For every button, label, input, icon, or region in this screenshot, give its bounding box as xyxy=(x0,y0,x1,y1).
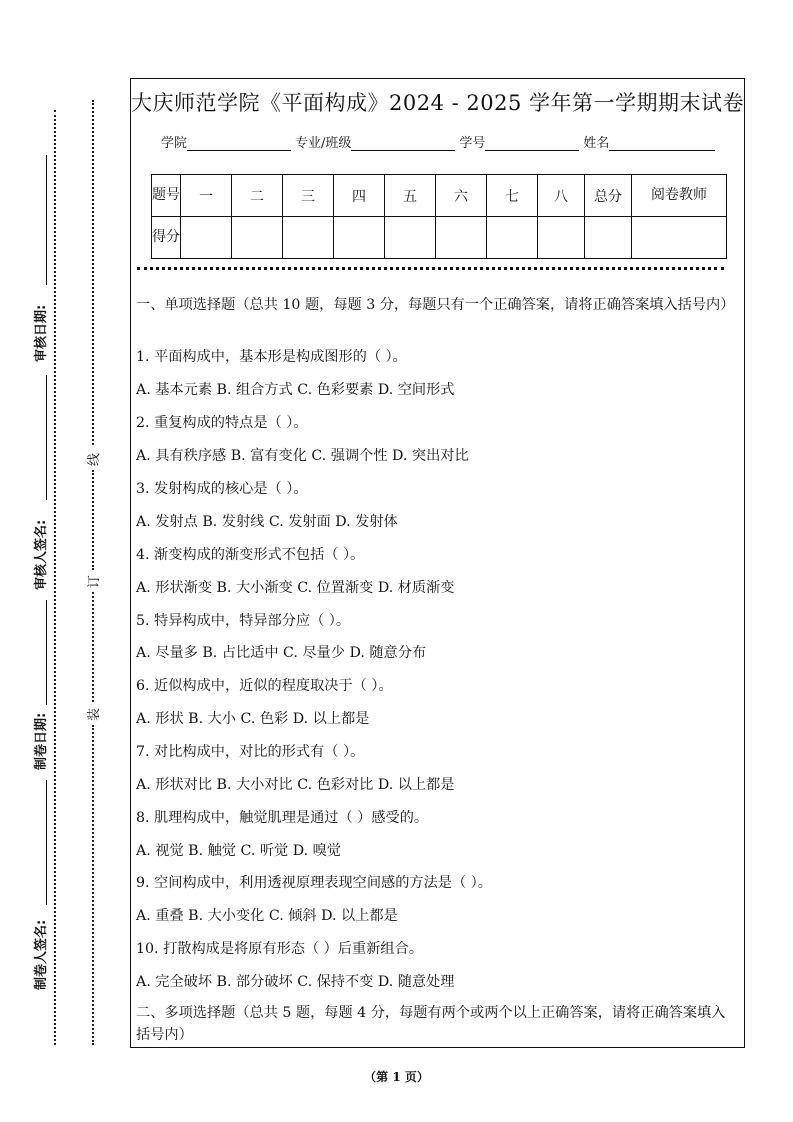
question-10: 10. 打散构成是将原有形态（ ）后重新组合。 xyxy=(136,941,423,957)
score-col-7: 七 xyxy=(487,175,538,217)
score-row1-head: 题号 xyxy=(152,175,181,217)
question-8: 8. 肌理构成中，触觉肌理是通过（ ）感受的。 xyxy=(136,810,429,826)
question-1: 1. 平面构成中，基本形是构成图形的（ ）。 xyxy=(136,349,407,365)
make-date-line xyxy=(46,600,47,705)
field-major-blank[interactable] xyxy=(351,136,455,151)
score-cell[interactable] xyxy=(334,217,385,259)
options-10: A. 完全破坏 B. 部分破坏 C. 保持不变 D. 随意处理 xyxy=(136,974,455,990)
reviewer-sign-line xyxy=(46,375,47,500)
score-cell[interactable] xyxy=(487,217,538,259)
binding-char-zhuang: 装 xyxy=(87,707,103,722)
binding-dotted-line-3 xyxy=(92,592,94,702)
score-col-5: 五 xyxy=(385,175,436,217)
field-name-blank[interactable] xyxy=(609,136,715,151)
question-6: 6. 近似构成中，近似的程度取决于（ ）。 xyxy=(136,678,393,694)
options-4: A. 形状渐变 B. 大小渐变 C. 位置渐变 D. 材质渐变 xyxy=(136,580,455,596)
score-cell[interactable] xyxy=(181,217,232,259)
review-date-label: 审核日期: xyxy=(34,304,49,362)
score-col-6: 六 xyxy=(436,175,487,217)
score-cell[interactable] xyxy=(632,217,727,259)
field-college-blank[interactable] xyxy=(187,136,291,151)
binding-char-xian: 线 xyxy=(87,452,103,467)
section1-heading: 一、单项选择题（总共 10 题，每题 3 分，每题只有一个正确答案，请将正确答案填入括号内） xyxy=(136,297,735,313)
score-col-3: 三 xyxy=(283,175,334,217)
review-date-line xyxy=(46,155,47,285)
question-7: 7. 对比构成中，对比的形式有（ ）。 xyxy=(136,744,365,760)
field-name-label: 姓名 xyxy=(583,136,610,151)
options-2: A. 具有秩序感 B. 富有变化 C. 强调个性 D. 突出对比 xyxy=(136,448,469,464)
field-college-label: 学院 xyxy=(161,136,188,151)
maker-sign-label: 制卷人签名: xyxy=(34,919,49,990)
score-col-4: 四 xyxy=(334,175,385,217)
options-6: A. 形状 B. 大小 C. 色彩 D. 以上都是 xyxy=(136,711,370,727)
make-date-label: 制卷日期: xyxy=(34,712,49,770)
binding-dotted-line-2 xyxy=(92,470,94,570)
score-col-1: 一 xyxy=(181,175,232,217)
student-info-row xyxy=(161,132,719,151)
binding-dotted-line-outer xyxy=(54,110,56,1045)
score-col-total: 总分 xyxy=(585,175,632,217)
page-number: （第 1 页） xyxy=(364,1070,429,1084)
score-table xyxy=(151,174,727,259)
score-cell[interactable] xyxy=(538,217,585,259)
field-major-label: 专业/班级 xyxy=(295,136,352,151)
options-9: A. 重叠 B. 大小变化 C. 倾斜 D. 以上都是 xyxy=(136,908,398,924)
binding-dotted-line-1 xyxy=(92,100,94,445)
reviewer-sign-label: 审核人签名: xyxy=(34,519,49,590)
header-separator xyxy=(137,267,724,270)
exam-frame xyxy=(130,78,745,1048)
options-5: A. 尽量多 B. 占比适中 C. 尽量少 D. 随意分布 xyxy=(136,645,427,661)
options-7: A. 形状对比 B. 大小对比 C. 色彩对比 D. 以上都是 xyxy=(136,777,455,793)
binding-dotted-line-4 xyxy=(92,725,94,1045)
question-9: 9. 空间构成中，利用透视原理表现空间感的方法是（ ）。 xyxy=(136,875,492,891)
section2-heading: 二、多项选择题（总共 5 题，每题 4 分，每题有两个或两个以上正确答案，请将正确答案填入括号内） xyxy=(136,1005,726,1043)
exam-title: 大庆师范学院《平面构成》2024 - 2025 学年第一学期期末试卷 xyxy=(131,91,745,115)
score-col-grader: 阅卷教师 xyxy=(632,175,727,217)
score-row2-head: 得分 xyxy=(152,217,181,259)
score-cell[interactable] xyxy=(232,217,283,259)
field-id-label: 学号 xyxy=(459,136,486,151)
options-1: A. 基本元素 B. 组合方式 C. 色彩要素 D. 空间形式 xyxy=(136,382,455,398)
options-3: A. 发射点 B. 发射线 C. 发射面 D. 发射体 xyxy=(136,514,398,530)
question-3: 3. 发射构成的核心是（ ）。 xyxy=(136,481,308,497)
question-2: 2. 重复构成的特点是（ ）。 xyxy=(136,415,308,431)
options-8: A. 视觉 B. 触觉 C. 听觉 D. 嗅觉 xyxy=(136,843,341,859)
score-cell[interactable] xyxy=(283,217,334,259)
question-4: 4. 渐变构成的渐变形式不包括（ ）。 xyxy=(136,547,365,563)
binding-char-ding: 订 xyxy=(87,574,103,589)
score-cell[interactable] xyxy=(585,217,632,259)
score-col-2: 二 xyxy=(232,175,283,217)
question-5: 5. 特异构成中，特异部分应（ ）。 xyxy=(136,613,351,629)
maker-sign-line xyxy=(46,780,47,905)
score-col-8: 八 xyxy=(538,175,585,217)
score-cell[interactable] xyxy=(436,217,487,259)
field-id-blank[interactable] xyxy=(485,136,579,151)
score-cell[interactable] xyxy=(385,217,436,259)
